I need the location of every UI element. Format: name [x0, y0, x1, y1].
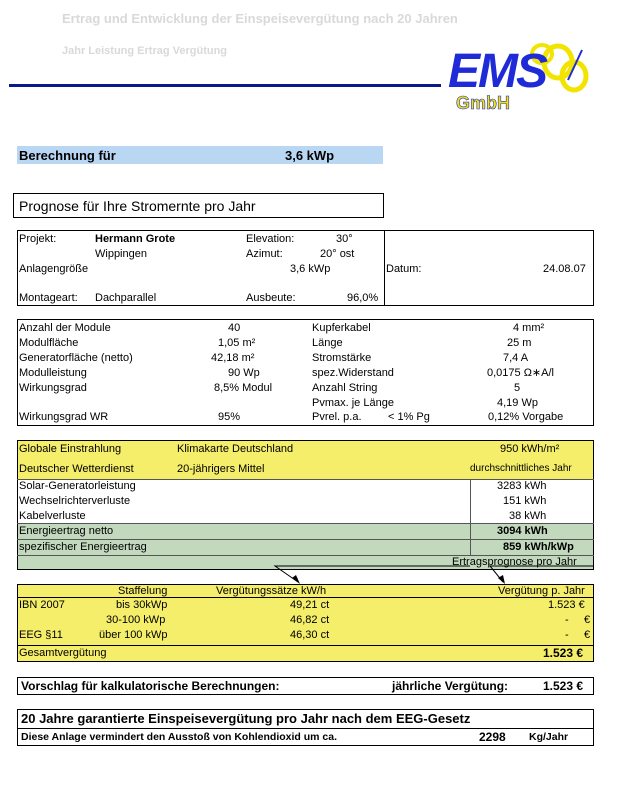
azimut-label: Azimut:	[246, 248, 283, 260]
netto-label: Energieertrag netto	[19, 525, 114, 537]
solar-value: 3283 kWh	[497, 480, 547, 492]
anzahl-label: Anzahl der Module	[19, 322, 111, 334]
wg-value: 8,5% Modul	[214, 382, 273, 394]
glob-label: Globale Einstrahlung	[19, 443, 122, 455]
kabelverl-label: Kabelverluste	[19, 510, 86, 522]
ghost-subheader: Jahr Leistung Ertrag Vergütung	[62, 45, 228, 57]
tariff-row-label: EEG §11	[19, 629, 63, 641]
wr-label: Wechselrichterverluste	[19, 495, 131, 507]
tariff-row-verg: 1.523 €	[548, 599, 585, 611]
calc-value: 3,6 kWp	[285, 148, 335, 163]
glob-value: 950 kWh/m²	[500, 443, 560, 455]
solar-label: Solar-Generatorleistung	[19, 480, 136, 492]
azimut-value: 20° ost	[320, 248, 355, 260]
ausbeute-label: Ausbeute:	[246, 292, 296, 304]
tariff-row-verg: - €	[565, 629, 591, 641]
col-verg: Vergütung p. Jahr	[498, 585, 585, 597]
projekt-label: Projekt:	[19, 233, 57, 245]
total-label: Gesamtvergütung	[19, 647, 107, 659]
col-staffelung: Staffelung	[118, 585, 168, 597]
datum-label: Datum:	[386, 263, 422, 275]
co2-label: Diese Anlage vermindert den Ausstoß von Kohlendioxid um ca.	[21, 731, 338, 743]
pvrel-cond: < 1% Pg	[388, 411, 430, 423]
tariff-row-label: IBN 2007	[19, 599, 65, 611]
ghost-header: Ertrag und Entwicklung der Einspeisevergütung nach 20 Jahren	[62, 11, 458, 26]
string-value: 5	[514, 382, 521, 394]
co2-unit: Kg/Jahr	[529, 731, 569, 743]
strom-label: Stromstärke	[312, 352, 372, 364]
gen-label: Generatorfläche (netto)	[19, 352, 133, 364]
logo-sub: GmbH	[456, 93, 510, 113]
strom-value: 7,4 A	[503, 352, 529, 364]
pvrel-label: Pvrel. p.a.	[312, 411, 362, 423]
leistung-value: 90 Wp	[228, 367, 260, 379]
tariff-row-satz: 46,82 ct	[290, 614, 330, 626]
groesse-value: 3,6 kWp	[290, 263, 331, 275]
dwd-src: 20-jährigers Mittel	[177, 463, 265, 475]
projekt-ort: Wippingen	[95, 248, 147, 260]
montage-value: Dachparallel	[95, 292, 157, 304]
flaeche-label: Modulfläche	[19, 337, 79, 349]
prognose-note: Ertragsprognose pro Jahr	[452, 556, 577, 568]
logo-text: EMS	[448, 45, 547, 98]
spez-value: 0,0175 Ω∗A/l	[487, 367, 554, 379]
eeg-rule	[17, 728, 594, 729]
kabelverl-value: 38 kWh	[509, 510, 547, 522]
tariff-row-verg: - €	[565, 614, 591, 626]
spez-ertrag-label: spezifischer Energieertrag	[19, 541, 147, 553]
string-label: Anzahl String	[312, 382, 378, 394]
flaeche-value: 1,05 m²	[218, 337, 256, 349]
spez-label: spez.Widerstand	[312, 367, 394, 379]
anzahl-value: 40	[228, 322, 241, 334]
wg-label: Wirkungsgrad	[19, 382, 87, 394]
kabel-value: 4 mm²	[513, 322, 545, 334]
datum-value: 24.08.07	[543, 263, 586, 275]
montage-label: Montageart:	[19, 292, 78, 304]
glob-src: Klimakarte Deutschland	[177, 443, 294, 455]
spez-ertrag-value: 859 kWh/kWp	[503, 541, 574, 553]
elevation-value: 30°	[336, 233, 353, 245]
prognose-title: Prognose für Ihre Stromernte pro Jahr	[19, 198, 256, 214]
wgwr-label: Wirkungsgrad WR	[19, 411, 109, 423]
wr-value: 151 kWh	[503, 495, 547, 507]
ausbeute-value: 96,0%	[347, 292, 379, 304]
kabel-label: Kupferkabel	[312, 322, 371, 334]
pvmax-value: 4,19 Wp	[497, 397, 538, 409]
tariff-row-stufe: über 100 kWp	[99, 629, 168, 641]
total-value: 1.523 €	[543, 646, 584, 660]
pvrel-value: 0,12% Vorgabe	[488, 411, 564, 423]
eeg-title: 20 Jahre garantierte Einspeisevergütung pro Jahr nach dem EEG-Gesetz	[21, 711, 471, 726]
leistung-label: Modulleistung	[19, 367, 87, 379]
tariff-row-stufe: 30-100 kWp	[106, 614, 166, 626]
projekt-name: Hermann Grote	[95, 233, 176, 245]
dwd-label: Deutscher Wetterdienst	[19, 463, 134, 475]
dwd-note: durchschnittliches Jahr	[470, 463, 572, 474]
tariff-rule-total	[17, 645, 594, 646]
tariff-row-stufe: bis 30kWp	[116, 599, 168, 611]
gen-value: 42,18 m²	[211, 352, 255, 364]
groesse-label: Anlagengröße	[19, 263, 89, 275]
laenge-label: Länge	[312, 337, 343, 349]
tariff-row-satz: 49,21 ct	[290, 599, 330, 611]
calc-label: Berechnung für	[19, 148, 116, 163]
netto-value: 3094 kWh	[497, 525, 548, 537]
vorschlag-value: 1.523 €	[543, 679, 584, 693]
co2-value: 2298	[479, 730, 506, 744]
vorschlag-verg-label: jährliche Vergütung:	[392, 679, 509, 693]
tariff-row-satz: 46,30 ct	[290, 629, 330, 641]
elevation-label: Elevation:	[246, 233, 295, 245]
laenge-value: 25 m	[507, 337, 532, 349]
vorschlag-label: Vorschlag für kalkulatorische Berechnungen:	[21, 679, 280, 693]
wgwr-value: 95%	[218, 411, 241, 423]
col-satz: Vergütungssätze kW/h	[216, 585, 327, 597]
tariff-rule-header	[17, 597, 594, 598]
pvmax-label: Pvmax. je Länge	[312, 397, 394, 409]
